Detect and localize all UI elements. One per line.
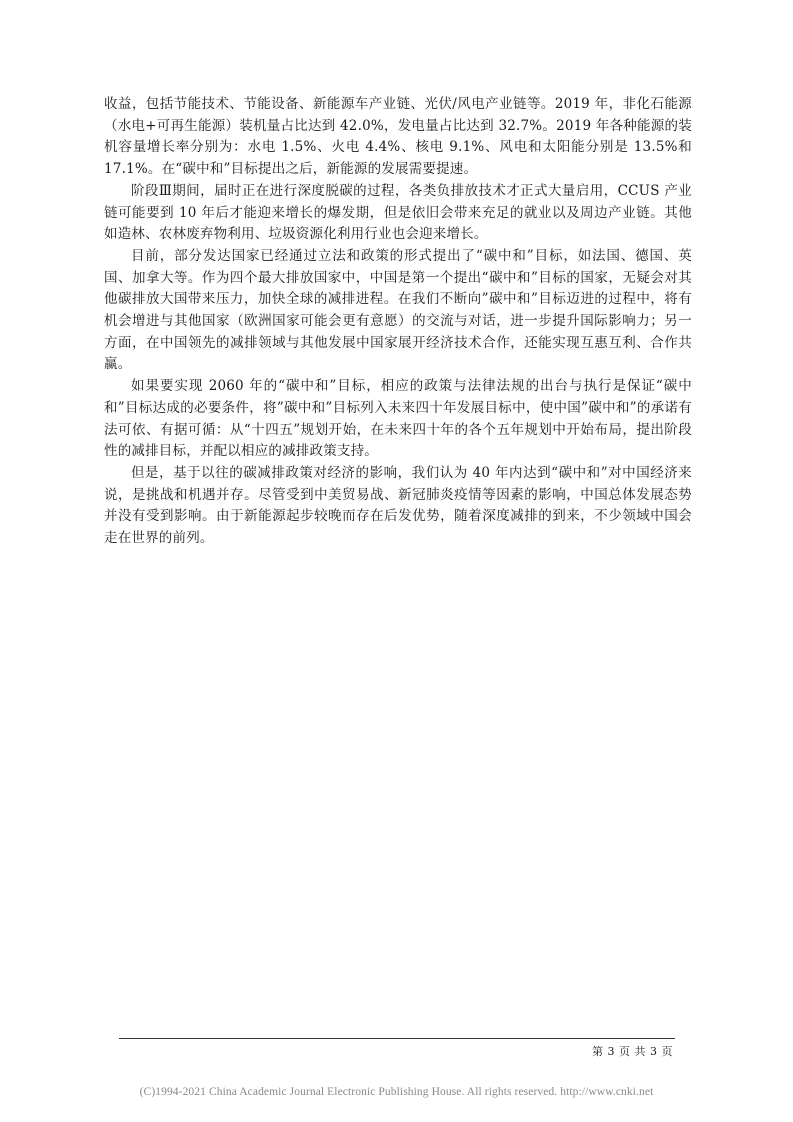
- article-body: [104, 94, 692, 550]
- page-number: 第 3 页 共 3 页: [592, 1045, 673, 1058]
- paragraph-continued: 收益，包括节能技术、节能设备、新能源车产业链、光伏/风电产业链等。2019 年，非化石能源（水电+可再生能源）装机量占比达到 42.0%，发电量占比达到 32.7%。2019 年各种能源的装机容量增长率分别为：水电 1.5%、火电 4.4%、核电 9.1%、风电和太阳能分别是 13.5%和 17.1%。在“碳中和”目标提出之后，新能源的发展需要提速。: [104, 96, 692, 178]
- copyright-notice: (C)1994-2021 China Academic Journal Electronic Publishing House. All rights reserved. http://www.cnki.net: [139, 1086, 654, 1098]
- paragraph-conclusion: 但是，基于以往的碳减排政策对经济的影响，我们认为 40 年内达到“碳中和”对中国经济来说，是挑战和机遇并存。尽管受到中美贸易战、新冠肺炎疫情等因素的影响，中国总体发展态势并没有受到影响。由于新能源起步较晚而存在后发优势，随着深度减排的到来，不少领域中国会走在世界的前列。: [104, 464, 692, 547]
- footer-divider: [119, 1038, 675, 1039]
- paragraph-international: 目前，部分发达国家已经通过立法和政策的形式提出了“碳中和”目标，如法国、德国、英国、加拿大等。作为四个最大排放国家中，中国是第一个提出“碳中和”目标的国家，无疑会对其他碳排放大国带来压力，加快全球的减排进程。在我们不断向”碳中和”目标迈进的过程中，将有机会增进与其他国家（欧洲国家可能会更有意愿）的交流与对话，进一步提升国际影响力；另一方面，在中国领先的减排领域与其他发展中国家展开经济技术合作，还能实现互惠互利、合作共赢。: [104, 247, 692, 373]
- paragraph-stage-3: 阶段Ⅲ期间，届时正在进行深度脱碳的过程，各类负排放技术才正式大量启用，CCUS 产业链可能要到 10 年后才能迎来增长的爆发期，但是依旧会带来充足的就业以及周边产业链。其他如造林、农林废弃物利用、垃圾资源化利用行业也会迎来增长。: [104, 182, 692, 243]
- paragraph-policy: 如果要实现 2060 年的“碳中和”目标，相应的政策与法律法规的出台与执行是保证“碳中和”目标达成的必要条件，将”碳中和”目标列入未来四十年发展目标中，使中国”碳中和”的承诺有法可依、有据可循：从“十四五”规划开始，在未来四十年的各个五年规划中开始布局，提出阶段性的减排目标，并配以相应的减排政策支持。: [104, 378, 692, 460]
